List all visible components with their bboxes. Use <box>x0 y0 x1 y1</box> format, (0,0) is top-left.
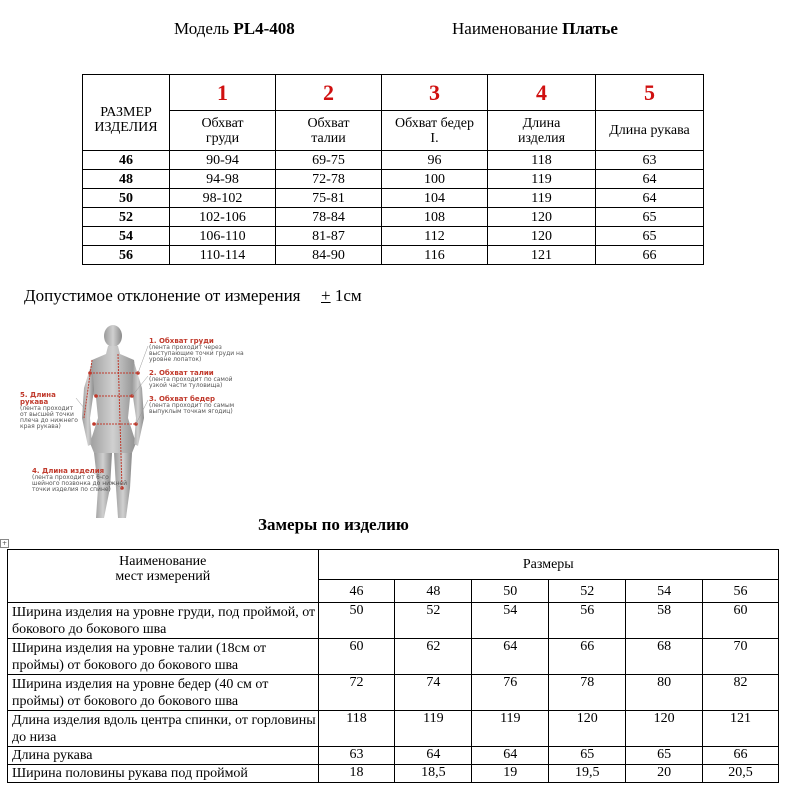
size-cell: 50 <box>83 189 170 208</box>
value-cell: 50 <box>318 603 395 639</box>
value-cell: 65 <box>626 747 703 765</box>
column-header: Длина рукава <box>596 111 704 151</box>
value-cell: 116 <box>382 246 488 265</box>
value-cell: 18,5 <box>395 765 472 783</box>
value-cell: 120 <box>626 711 703 747</box>
measurement-label: Ширина изделия на уровне груди, под проймой, от бокового до бокового шва <box>8 603 319 639</box>
measurement-label: Длина рукава <box>8 747 319 765</box>
garment-table <box>7 549 779 783</box>
value-cell: 62 <box>395 639 472 675</box>
value-cell: 120 <box>488 208 596 227</box>
value-cell: 52 <box>395 603 472 639</box>
column-number: 3 <box>382 75 488 111</box>
value-cell: 64 <box>596 170 704 189</box>
value-cell: 66 <box>596 246 704 265</box>
value-cell: 58 <box>626 603 703 639</box>
measurement-label: Ширина изделия на уровне бедер (40 см от проймы) от бокового до бокового шва <box>8 675 319 711</box>
column-number: 1 <box>170 75 276 111</box>
table-row <box>83 246 704 265</box>
table-row <box>83 170 704 189</box>
value-cell: 90-94 <box>170 151 276 170</box>
size-cell: 46 <box>83 151 170 170</box>
size-cell: 54 <box>83 227 170 246</box>
value-cell: 63 <box>318 747 395 765</box>
tolerance-note: Допустимое отклонение от измерения + 1см <box>24 286 362 305</box>
size-column-header: 56 <box>703 580 779 603</box>
value-cell: 60 <box>703 603 779 639</box>
value-cell: 118 <box>318 711 395 747</box>
value-cell: 64 <box>596 189 704 208</box>
measurement-label: Ширина изделия на уровне талии (18см от проймы) от бокового до бокового шва <box>8 639 319 675</box>
model-value: PL4-408 <box>233 19 295 38</box>
value-cell: 64 <box>472 639 549 675</box>
garment-title: Замеры по изделию <box>258 515 409 534</box>
column-header: Обхват бедер I. <box>382 111 488 151</box>
figure-label-hips: 3. Обхват бедер (лента проходит по самым выпуклым точкам ягодиц) <box>149 395 235 415</box>
value-cell: 81-87 <box>276 227 382 246</box>
size-column-header: 54 <box>626 580 703 603</box>
value-cell: 74 <box>395 675 472 711</box>
garment-sizes-header: Размеры <box>318 550 778 580</box>
table-row <box>83 189 704 208</box>
value-cell: 94-98 <box>170 170 276 189</box>
size-column-header: 52 <box>549 580 626 603</box>
value-cell: 64 <box>395 747 472 765</box>
plus-minus-sign: + <box>321 286 331 305</box>
table-row <box>83 151 704 170</box>
value-cell: 110-114 <box>170 246 276 265</box>
table-row <box>8 675 779 711</box>
table-row <box>8 765 779 783</box>
name-value: Платье <box>562 19 618 38</box>
value-cell: 119 <box>472 711 549 747</box>
value-cell: 121 <box>703 711 779 747</box>
value-cell: 119 <box>488 189 596 208</box>
value-cell: 118 <box>488 151 596 170</box>
garment-name-header: Наименование мест измерений <box>8 550 319 603</box>
size-corner-label: РАЗМЕР ИЗДЕЛИЯ <box>83 75 170 151</box>
value-cell: 65 <box>596 227 704 246</box>
size-cell: 52 <box>83 208 170 227</box>
value-cell: 66 <box>549 639 626 675</box>
table-row <box>8 711 779 747</box>
figure-label-chest: 1. Обхват груди (лента проходит через выступающие точки груди на уровне лопаток) <box>149 337 244 363</box>
value-cell: 20,5 <box>703 765 779 783</box>
value-cell: 66 <box>703 747 779 765</box>
value-cell: 20 <box>626 765 703 783</box>
value-cell: 108 <box>382 208 488 227</box>
value-cell: 19,5 <box>549 765 626 783</box>
size-column-header: 46 <box>318 580 395 603</box>
model-line: Модель PL4-408 <box>174 19 295 38</box>
value-cell: 72 <box>318 675 395 711</box>
table-row <box>8 603 779 639</box>
measurement-label: Ширина половины рукава под проймой <box>8 765 319 783</box>
size-column-header: 48 <box>395 580 472 603</box>
value-cell: 64 <box>472 747 549 765</box>
value-cell: 19 <box>472 765 549 783</box>
value-cell: 84-90 <box>276 246 382 265</box>
value-cell: 69-75 <box>276 151 382 170</box>
size-table <box>82 74 704 265</box>
figure-label-waist: 2. Обхват талии (лента проходит по самой узкой части туловища) <box>149 369 233 389</box>
table-row <box>8 747 779 765</box>
column-number: 2 <box>276 75 382 111</box>
column-header: Длина изделия <box>488 111 596 151</box>
value-cell: 18 <box>318 765 395 783</box>
value-cell: 100 <box>382 170 488 189</box>
value-cell: 120 <box>488 227 596 246</box>
value-cell: 80 <box>626 675 703 711</box>
figure-label-sleeve: 5. Длина рукава (лента проходит от высшей точки плеча до нижнего края рукава) <box>20 391 78 430</box>
table-row <box>83 208 704 227</box>
value-cell: 65 <box>596 208 704 227</box>
column-number: 4 <box>488 75 596 111</box>
value-cell: 68 <box>626 639 703 675</box>
size-cell: 56 <box>83 246 170 265</box>
measurement-label: Длина изделия вдоль центра спинки, от горловины до низа <box>8 711 319 747</box>
value-cell: 102-106 <box>170 208 276 227</box>
size-cell: 48 <box>83 170 170 189</box>
value-cell: 106-110 <box>170 227 276 246</box>
value-cell: 56 <box>549 603 626 639</box>
garment-table-body <box>8 603 779 783</box>
size-table-body <box>83 151 704 265</box>
value-cell: 72-78 <box>276 170 382 189</box>
value-cell: 76 <box>472 675 549 711</box>
value-cell: 119 <box>395 711 472 747</box>
value-cell: 82 <box>703 675 779 711</box>
value-cell: 121 <box>488 246 596 265</box>
measurement-figure <box>18 318 248 530</box>
value-cell: 65 <box>549 747 626 765</box>
value-cell: 78-84 <box>276 208 382 227</box>
column-header: Обхват груди <box>170 111 276 151</box>
value-cell: 70 <box>703 639 779 675</box>
table-move-handle-icon[interactable]: + <box>1 540 8 547</box>
column-header: Обхват талии <box>276 111 382 151</box>
value-cell: 112 <box>382 227 488 246</box>
value-cell: 63 <box>596 151 704 170</box>
name-line: Наименование Платье <box>452 19 618 38</box>
value-cell: 96 <box>382 151 488 170</box>
value-cell: 98-102 <box>170 189 276 208</box>
table-row <box>83 227 704 246</box>
figure-label-length: 4. Длина изделия (лента проходит от 6-го шейного позвонка до нижней точки изделия по спине) <box>32 467 127 493</box>
column-number: 5 <box>596 75 704 111</box>
value-cell: 75-81 <box>276 189 382 208</box>
size-column-header: 50 <box>472 580 549 603</box>
value-cell: 119 <box>488 170 596 189</box>
value-cell: 54 <box>472 603 549 639</box>
value-cell: 120 <box>549 711 626 747</box>
value-cell: 60 <box>318 639 395 675</box>
value-cell: 78 <box>549 675 626 711</box>
value-cell: 104 <box>382 189 488 208</box>
table-row <box>8 639 779 675</box>
